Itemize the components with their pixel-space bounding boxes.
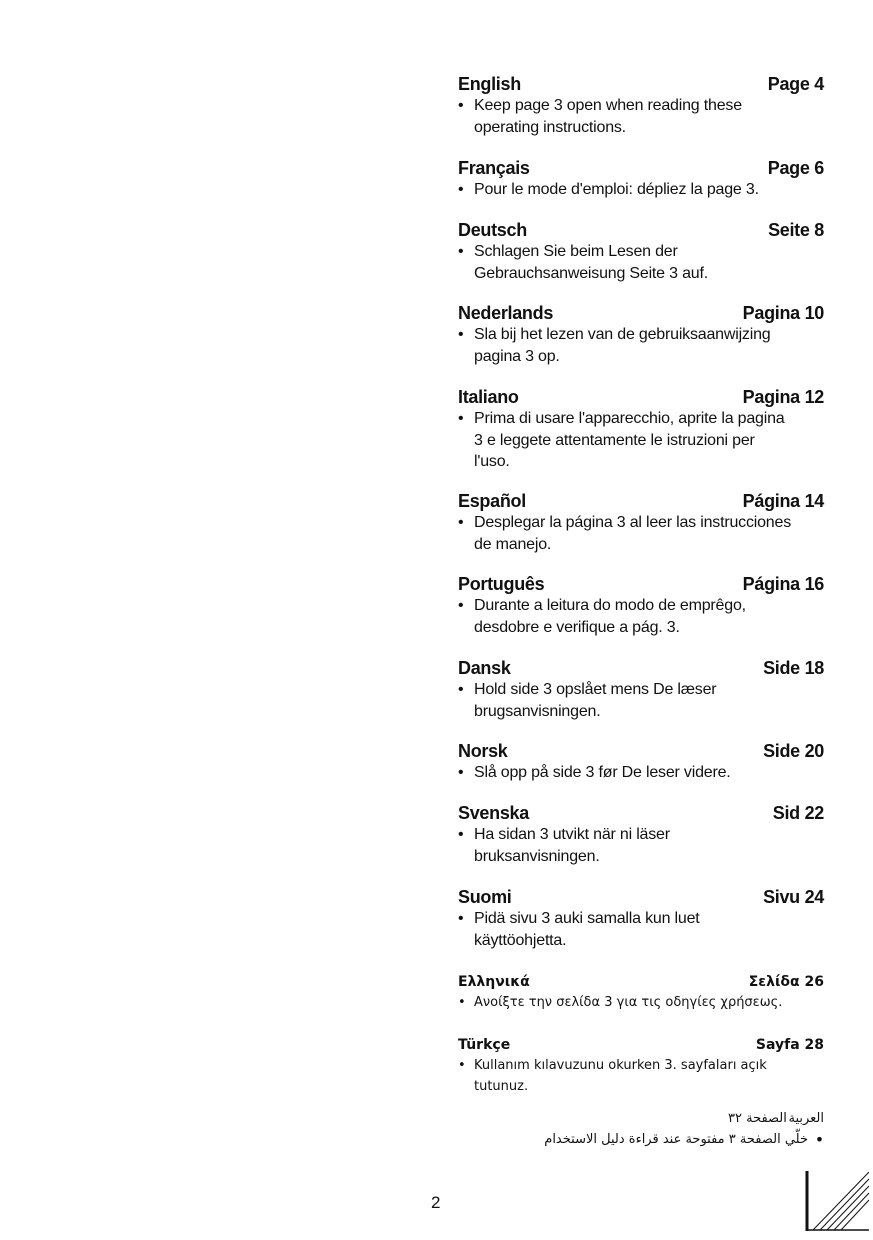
entry-heading [458, 491, 824, 511]
entry-greek [458, 973, 824, 1013]
entry-heading [458, 303, 824, 323]
page-reference: Page 6 [767, 158, 824, 178]
text-line: Pidä sivu 3 auki samalla kun luet [474, 910, 700, 927]
instruction-text [458, 324, 824, 367]
bullet-icon: • [458, 243, 464, 260]
entry-espanol [458, 491, 824, 555]
entry-heading [458, 1036, 824, 1054]
instruction-text [458, 908, 824, 951]
page-reference: Página 14 [742, 491, 824, 511]
instruction-text [458, 1055, 824, 1097]
language-name: العربية [788, 1111, 824, 1126]
text-line: Ανοίξτε την σελίδα 3 για τις οδηγίες χρήσεως. [474, 995, 783, 1010]
text-line: 3 e leggete attentamente le istruzioni per [474, 431, 755, 449]
bullet-icon: • [458, 1058, 466, 1073]
bullet-icon: • [458, 97, 464, 114]
text-line: Prima di usare l'apparecchio, aprite la pagina [474, 410, 785, 427]
language-name: Norsk [458, 741, 508, 761]
text-line: Sla bij het lezen van de gebruiksaanwijzing [474, 326, 771, 343]
instruction-text [458, 179, 824, 201]
bullet-icon: • [458, 826, 464, 843]
entry-italiano [458, 387, 824, 473]
text-line: Durante a leitura do modo de emprêgo, [474, 597, 746, 614]
page-reference: Σελίδα 26 [748, 974, 824, 990]
language-name: Português [458, 574, 545, 594]
instruction-text [458, 408, 824, 473]
instruction-text [458, 241, 824, 284]
text-line: خلّي الصفحة ٣ مفتوحة عند قراءة دليل الاستخدام [544, 1132, 808, 1147]
text-line: Hold side 3 opslået mens De læser [474, 681, 717, 698]
entry-svenska [458, 803, 824, 867]
language-name: Español [458, 491, 526, 511]
language-name: Türkçe [458, 1037, 511, 1053]
text-line: desdobre e verifique a pág. 3. [474, 618, 680, 636]
page-reference: Sid 22 [772, 803, 824, 823]
entry-francais [458, 158, 824, 201]
bullet-icon: • [458, 597, 464, 614]
text-line: Keep page 3 open when reading these [474, 97, 742, 114]
text-line: Pour le mode d'emploi: dépliez la page 3. [474, 181, 759, 198]
page-reference: Pagina 10 [742, 303, 824, 323]
page-reference: Pagina 12 [742, 387, 824, 407]
instruction-text [458, 992, 824, 1013]
entry-heading [458, 1110, 824, 1128]
bullet-icon: • [458, 681, 464, 698]
language-name: Svenska [458, 803, 529, 823]
entry-heading [458, 574, 824, 594]
entry-heading [458, 158, 824, 178]
text-line: tutunuz. [474, 1079, 529, 1094]
instruction-text [458, 1129, 824, 1151]
entry-english [458, 74, 824, 138]
language-name: Français [458, 158, 530, 178]
text-line: pagina 3 op. [474, 347, 560, 365]
entry-arabic [458, 1110, 824, 1151]
entry-portugues [458, 574, 824, 638]
text-line: operating instructions. [474, 118, 626, 136]
instruction-text [458, 512, 824, 555]
text-line: käyttöohjetta. [474, 931, 567, 949]
bullet-icon: • [458, 410, 464, 427]
entry-deutsch [458, 220, 824, 284]
text-line: Desplegar la página 3 al leer las instrucciones [474, 514, 792, 531]
page-reference: Seite 8 [768, 220, 824, 240]
instruction-text [458, 762, 824, 784]
page-number: 2 [431, 1193, 441, 1212]
page-reference: الصفحة ٣٢ [728, 1111, 787, 1126]
language-name: Italiano [458, 387, 519, 407]
language-name: Dansk [458, 658, 511, 678]
text-line: Ha sidan 3 utvikt när ni läser [474, 826, 670, 843]
bullet-icon: • [458, 181, 464, 198]
language-name: Deutsch [458, 220, 527, 240]
entry-heading [458, 220, 824, 240]
page-reference: Side 18 [763, 658, 824, 678]
corner-hatch-mark [805, 1168, 869, 1232]
entry-heading [458, 887, 824, 907]
text-line: de manejo. [474, 535, 552, 553]
entry-heading [458, 741, 824, 761]
page-reference: Página 16 [742, 574, 824, 594]
entry-dansk [458, 658, 824, 722]
instruction-text [458, 679, 824, 722]
text-line: bruksanvisningen. [474, 847, 600, 865]
bullet-icon: • [814, 1130, 824, 1149]
instruction-text [458, 824, 824, 867]
instruction-text [458, 595, 824, 638]
text-line: Slå opp på side 3 før De leser videre. [474, 764, 731, 781]
language-name: Ελληνικά [458, 974, 530, 990]
text-line: brugsanvisningen. [474, 702, 601, 720]
page-reference: Page 4 [767, 74, 824, 94]
entry-heading [458, 74, 824, 94]
entry-heading [458, 973, 824, 991]
entry-heading [458, 658, 824, 678]
bullet-icon: • [458, 995, 466, 1010]
instruction-text [458, 95, 824, 138]
page-reference: Side 20 [763, 741, 824, 761]
entry-heading [458, 387, 824, 407]
text-line: Schlagen Sie beim Lesen der [474, 243, 678, 260]
page-reference: Sivu 24 [763, 887, 824, 907]
text-line: Gebrauchsanweisung Seite 3 auf. [474, 264, 708, 282]
entry-heading [458, 803, 824, 823]
language-name: English [458, 74, 521, 94]
entry-suomi [458, 887, 824, 951]
bullet-icon: • [458, 910, 464, 927]
bullet-icon: • [458, 764, 464, 781]
entry-nederlands [458, 303, 824, 367]
text-line: l'uso. [474, 453, 510, 470]
text-line: Kullanım kılavuzunu okurken 3. sayfaları açık [474, 1058, 767, 1073]
bullet-icon: • [458, 514, 464, 531]
entry-turkce [458, 1036, 824, 1097]
language-name: Nederlands [458, 303, 554, 323]
entry-norsk [458, 741, 824, 784]
page-reference: Sayfa 28 [755, 1037, 824, 1053]
language-name: Suomi [458, 887, 512, 907]
bullet-icon: • [458, 326, 464, 343]
